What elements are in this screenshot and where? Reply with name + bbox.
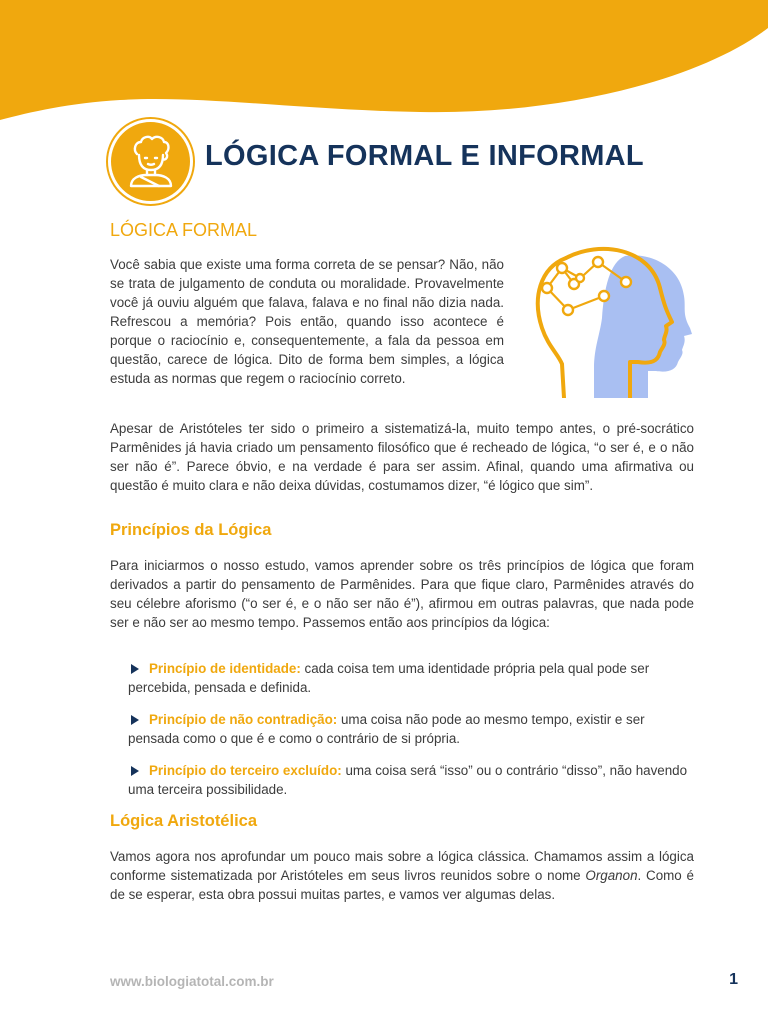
- principle-term: Princípio de não contradição:: [149, 712, 338, 727]
- philosopher-bust-icon: [111, 122, 190, 201]
- list-item: [128, 659, 694, 697]
- header-wave-decoration: [0, 0, 768, 130]
- principle-text: cada coisa tem uma identidade própria pela qual pode ser percebida, pensada e definida.: [128, 661, 650, 695]
- list-item: [128, 761, 694, 799]
- organon-title: Organon: [585, 868, 638, 883]
- triangle-bullet-icon: [131, 664, 139, 674]
- page-number: 1: [729, 971, 738, 988]
- paragraph-parmenides: Apesar de Aristóteles ter sido o primeiro a sistematizá-la, muito tempo antes, o pré-socrático Parmênides já havia criado um pensamento filosófico que é recheado de lógica, “o ser é, e o não ser não é”. Parece óbvio, e na verdade é para ser assim. Afinal, quando uma afirmativa ou questão é muito clara e não deixa dúvidas, costumamos dizer, “é lógico que sim”.: [110, 421, 694, 493]
- triangle-bullet-icon: [131, 715, 139, 725]
- triangle-bullet-icon: [131, 766, 139, 776]
- section-heading-aristotelica: Lógica Aristotélica: [110, 812, 258, 830]
- list-item: [128, 710, 694, 748]
- section-heading-logica-formal: LÓGICA FORMAL: [110, 220, 258, 240]
- section-heading-principios: Princípios da Lógica: [110, 521, 272, 539]
- principle-text: uma coisa não pode ao mesmo tempo, existir e ser pensada como o que é e como o contrário de si própria.: [128, 712, 645, 746]
- principle-text: uma coisa será “isso” ou o contrário “disso”, não havendo uma terceira possibilidade.: [128, 763, 688, 797]
- principles-list: [128, 659, 694, 812]
- paragraph-principles-intro: Para iniciarmos o nosso estudo, vamos aprender sobre os três princípios de lógica que foram derivados a partir do pensamento de Parmênides. Para que fique claro, Parmênides através do seu célebre aforismo (“o ser é, e o não ser não é”), afirmou em outras palavras, que nada pode ser e não ser ao mesmo tempo. Passemos então aos princípios da lógica:: [110, 558, 694, 630]
- paragraph-aristotelian: [110, 847, 694, 904]
- footer-website-link[interactable]: www.biologiatotal.com.br: [110, 974, 274, 989]
- philosopher-avatar: [108, 119, 193, 204]
- aristotelian-text-start: Vamos agora nos aprofundar um pouco mais sobre a lógica clássica. Chamamos assim a lógica conforme sistematizada por Aristóteles em seus livros reunidos sobre o nome: [110, 849, 694, 883]
- head-with-network-icon: [530, 238, 698, 398]
- paragraph-intro: Você sabia que existe uma forma correta de se pensar? Não, não se trata de julgamento de conduta ou moralidade. Provavelmente você já ouviu alguém que falava, falava e no final não dizia nada. Refrescou a memória? Pois então, quando isso acontece é porque o raciocínio e, consequentemente, a fala da pessoa em questão, carece de lógica. Dito de forma bem simples, a lógica estuda as normas que regem o raciocínio correto.: [110, 257, 504, 386]
- page-title: LÓGICA FORMAL E INFORMAL: [205, 140, 644, 172]
- aristotelian-text-end: . Como é de se esperar, esta obra possui muitas partes, e vamos ver algumas delas.: [110, 868, 694, 902]
- principle-term: Princípio do terceiro excluído:: [149, 763, 342, 778]
- principle-term: Princípio de identidade:: [149, 661, 301, 676]
